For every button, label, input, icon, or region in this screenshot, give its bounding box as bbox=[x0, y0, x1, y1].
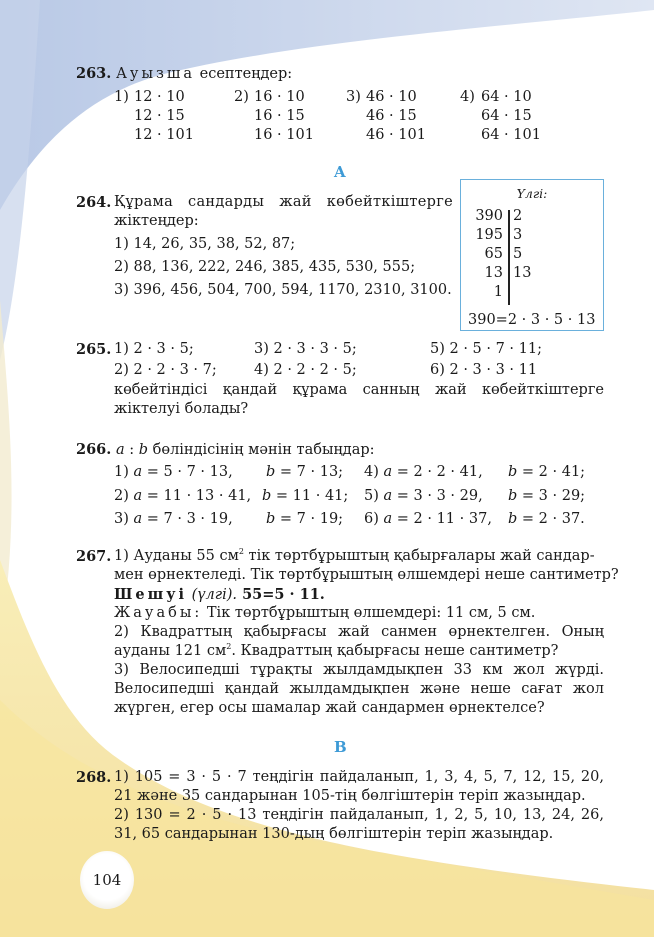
sample-box bbox=[460, 179, 604, 331]
sample-caption: Үлгі: bbox=[516, 186, 548, 201]
sample-result: 390=2 · 3 · 5 · 13 bbox=[468, 312, 596, 328]
col2-item: 16 · 15 bbox=[254, 108, 305, 124]
col4-item: 64 · 10 bbox=[481, 89, 532, 105]
exercise-265-number bbox=[76, 340, 111, 360]
exercise-266-heading bbox=[76, 440, 375, 460]
exercise-title: есептеңдер: bbox=[199, 66, 293, 82]
col4-item: 64 · 101 bbox=[481, 127, 541, 143]
exercise-265-item: 3) 2 · 3 · 3 · 5; bbox=[254, 341, 357, 357]
col1-label: 1) bbox=[114, 89, 129, 105]
division-line bbox=[508, 210, 510, 305]
sample-dividend: 65 bbox=[484, 246, 503, 262]
exercise-263-heading bbox=[76, 64, 292, 84]
exercise-number: 266. bbox=[76, 441, 112, 458]
sample-factor: 2 bbox=[513, 208, 523, 224]
var-b: b bbox=[138, 442, 148, 458]
exercise-267-p2-line1: 2) Квадраттың қабырғасы жай санмен өрнектелген. Оның bbox=[114, 624, 604, 640]
exercise-268-line1: 1) 105 = 3 · 5 · 7 теңдігін пайдаланып, 1, 3, 4, 5, 7, 12, 15, 20, bbox=[114, 769, 604, 785]
col1-item: 12 · 101 bbox=[134, 127, 194, 143]
exercise-267-p2-line2: ауданы 121 $см^2$. Квадраттың қабырғасы неше сантиметр? bbox=[114, 642, 559, 659]
exercise-265-item: 2) 2 · 2 · 3 · 7; bbox=[114, 362, 217, 378]
col4-item: 64 · 15 bbox=[481, 108, 532, 124]
col3-item: 46 · 15 bbox=[366, 108, 417, 124]
col3-item: 46 · 101 bbox=[366, 127, 426, 143]
row-item: 4) a = 2 · 2 · 41, bbox=[364, 464, 483, 480]
exercise-267-p3-line3: жүрген, егер осы шамалар жай сандармен өрнектелсе? bbox=[114, 700, 545, 716]
exercise-264-text-line1: Құрама сандарды жай көбейткіштерге bbox=[114, 194, 453, 210]
section-heading-a: A bbox=[334, 163, 346, 181]
exercise-268-number bbox=[76, 768, 111, 788]
row-item: b = 7 · 19; bbox=[266, 511, 344, 527]
sample-factor: 3 bbox=[513, 227, 523, 243]
sample-dividend: 195 bbox=[475, 227, 503, 243]
exercise-267-p1-line2: мен өрнектеледі. Тік төртбұрыштың өлшемдері неше сантиметр? bbox=[114, 567, 619, 583]
col2-label: 2) bbox=[234, 89, 249, 105]
sample-dividend: 1 bbox=[493, 284, 503, 300]
col1-item: 12 · 15 bbox=[134, 108, 185, 124]
exercise-267-p1-line1: 1) Ауданы 55 $см^2$ тік төртбұрыштың қабырғалары жай сандар- bbox=[114, 547, 595, 564]
exercise-264-text-line2: жіктеңдер: bbox=[114, 213, 199, 229]
exercise-number: 268. bbox=[76, 769, 112, 786]
exercise-264-item: 1) 14, 26, 35, 38, 52, 87; bbox=[114, 236, 296, 252]
exercise-265-text-line1: көбейтіндісі қандай құрама санның жай көбейткіштерге bbox=[114, 382, 604, 398]
exercise-264-number bbox=[76, 193, 111, 213]
exercise-267-p3-line2: Велосипедші қандай жылдамдықпен және неше сағат жол bbox=[114, 681, 604, 697]
colon: : bbox=[124, 442, 139, 458]
exercise-title-spaced: Ауызша bbox=[115, 66, 196, 82]
col3-item: 46 · 10 bbox=[366, 89, 417, 105]
page-number: 104 bbox=[92, 871, 122, 889]
exercise-267-solution: Шешуі (үлгі). 55=5 · 11. bbox=[114, 586, 325, 603]
exercise-265-item: 5) 2 · 5 · 7 · 11; bbox=[430, 341, 542, 357]
exercise-number: 265. bbox=[76, 341, 112, 358]
exercise-number: 263. bbox=[76, 65, 112, 82]
row-item: 6) a = 2 · 11 · 37, bbox=[364, 511, 492, 527]
exercise-264-item: 2) 88, 136, 222, 246, 385, 435, 530, 555; bbox=[114, 259, 416, 275]
exercise-265-item: 6) 2 · 3 · 3 · 11 bbox=[430, 362, 538, 378]
sample-dividend: 13 bbox=[484, 265, 503, 281]
exercise-265-item: 4) 2 · 2 · 2 · 5; bbox=[254, 362, 357, 378]
row-item: b = 2 · 41; bbox=[508, 464, 586, 480]
col3-label: 3) bbox=[346, 89, 361, 105]
col1-item: 12 · 10 bbox=[134, 89, 185, 105]
section-heading-b: B bbox=[334, 738, 347, 756]
exercise-267-p3-line1: 3) Велосипедші тұрақты жылдамдықпен 33 км жол жүрді. bbox=[114, 662, 604, 678]
exercise-number: 267. bbox=[76, 548, 112, 565]
row-item: 5) a = 3 · 3 · 29, bbox=[364, 488, 483, 504]
col2-item: 16 · 10 bbox=[254, 89, 305, 105]
row-item: b = 11 · 41; bbox=[262, 488, 349, 504]
col4-label: 4) bbox=[460, 89, 475, 105]
exercise-267-answer: Жауабы: Тік төртбұрыштың өлшемдері: 11 см, 5 см. bbox=[114, 605, 536, 621]
sample-factor: 5 bbox=[513, 246, 523, 262]
row-item: b = 3 · 29; bbox=[508, 488, 586, 504]
exercise-265-item: 1) 2 · 3 · 5; bbox=[114, 341, 194, 357]
exercise-268-line2: 21 және 35 сандарынан 105-тің бөлгіштерін теріп жазыңдар. bbox=[114, 788, 586, 804]
exercise-268-line3: 2) 130 = 2 · 5 · 13 теңдігін пайдаланып, 1, 2, 5, 10, 13, 24, 26, bbox=[114, 807, 604, 823]
exercise-267-number bbox=[76, 547, 111, 567]
exercise-265-text-line2: жіктелуі болады? bbox=[114, 401, 249, 417]
page-number-badge bbox=[80, 851, 134, 909]
var-a: a bbox=[115, 442, 125, 458]
row-item: b = 2 · 37. bbox=[508, 511, 585, 527]
row-item: 3) a = 7 · 3 · 19, bbox=[114, 511, 233, 527]
exercise-264-item: 3) 396, 456, 504, 700, 594, 1170, 2310, 3100. bbox=[114, 282, 452, 298]
sample-factor: 13 bbox=[513, 265, 532, 281]
col2-item: 16 · 101 bbox=[254, 127, 314, 143]
row-item: b = 7 · 13; bbox=[266, 464, 344, 480]
exercise-number: 264. bbox=[76, 194, 112, 211]
row-item: 2) a = 11 · 13 · 41, bbox=[114, 488, 252, 504]
sample-dividend: 390 bbox=[475, 208, 503, 224]
exercise-268-line4: 31, 65 сандарынан 130-дың бөлгіштерін теріп жазыңдар. bbox=[114, 826, 554, 842]
row-item: 1) a = 5 · 7 · 13, bbox=[114, 464, 233, 480]
exercise-title: бөліндісінің мәнін табыңдар: bbox=[148, 442, 375, 458]
